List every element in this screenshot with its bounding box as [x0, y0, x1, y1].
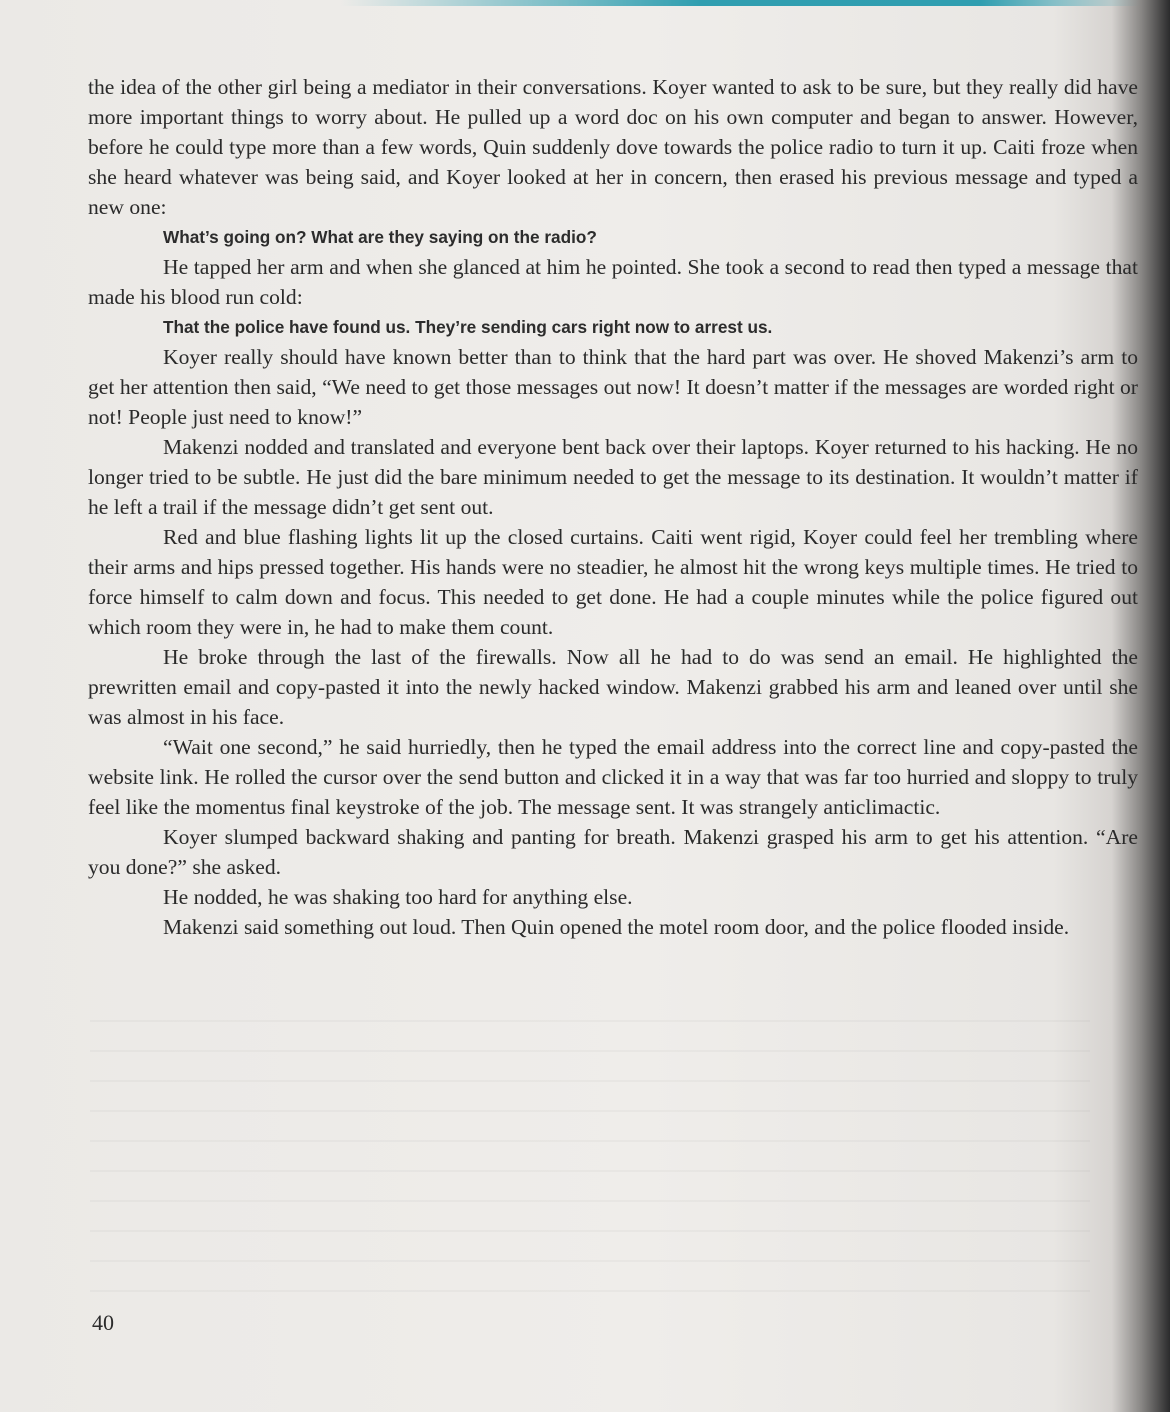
typed-message: That the police have found us. They’re sending cars right now to arrest us. [163, 317, 773, 337]
paragraph: Koyer really should have known better than to think that the hard part was over. He shoved Makenzi’s arm to get her attention then said, “We need to get those messages out now! It doesn’t matter if the messages are worded right or not! People just need to know!” [88, 345, 1138, 429]
paragraph: Koyer slumped backward shaking and panting for breath. Makenzi grasped his arm to get his attention. “Are you done?” she asked. [88, 825, 1138, 879]
paragraph: He tapped her arm and when she glanced at him he pointed. She took a second to read then typed a message that made his blood run cold: [88, 255, 1138, 309]
paragraph: He nodded, he was shaking too hard for anything else. [163, 885, 633, 909]
paragraph: “Wait one second,” he said hurriedly, then he typed the email address into the correct line and copy-pasted the website link. He rolled the cursor over the send button and clicked it in a way that was far too hurried and sloppy to truly feel like the momentus final keystroke of the job. The message sent. It was strangely anticlimactic. [88, 735, 1138, 819]
body-text [88, 72, 1138, 942]
paragraph: Red and blue flashing lights lit up the closed curtains. Caiti went rigid, Koyer could feel her trembling where their arms and hips pressed together. His hands were no steadier, he almost hit the wrong keys multiple times. He tried to force himself to calm down and focus. This needed to get done. He had a couple minutes while the police figured out which room they were in, he had to make them count. [88, 525, 1138, 639]
paragraph: Makenzi nodded and translated and everyone bent back over their laptops. Koyer returned to his hacking. He no longer tried to be subtle. He just did the bare minimum needed to get the message to its destination. It wouldn’t matter if he left a trail if the message didn’t get sent out. [88, 435, 1138, 519]
paragraph: He broke through the last of the firewalls. Now all he had to do was send an email. He highlighted the prewritten email and copy-pasted it into the newly hacked window. Makenzi grabbed his arm and leaned over until she was almost in his face. [88, 645, 1138, 729]
top-accent-bar [340, 0, 1140, 6]
show-through-text [90, 1020, 1090, 1300]
paragraph: Makenzi said something out loud. Then Quin opened the motel room door, and the police flooded inside. [163, 915, 1070, 939]
page-number: 40 [92, 1310, 114, 1335]
paragraph-continuation: the idea of the other girl being a mediator in their conversations. Koyer wanted to ask to be sure, but they really did have more important things to worry about. He pulled up a word doc on his own computer and began to answer. However, before he could type more than a few words, Quin suddenly dove towards the police radio to turn it up. Caiti froze when she heard whatever was being said, and Koyer looked at her in concern, then erased his previous message and typed a new one: [88, 75, 1138, 219]
typed-message: What’s going on? What are they saying on the radio? [163, 227, 597, 247]
